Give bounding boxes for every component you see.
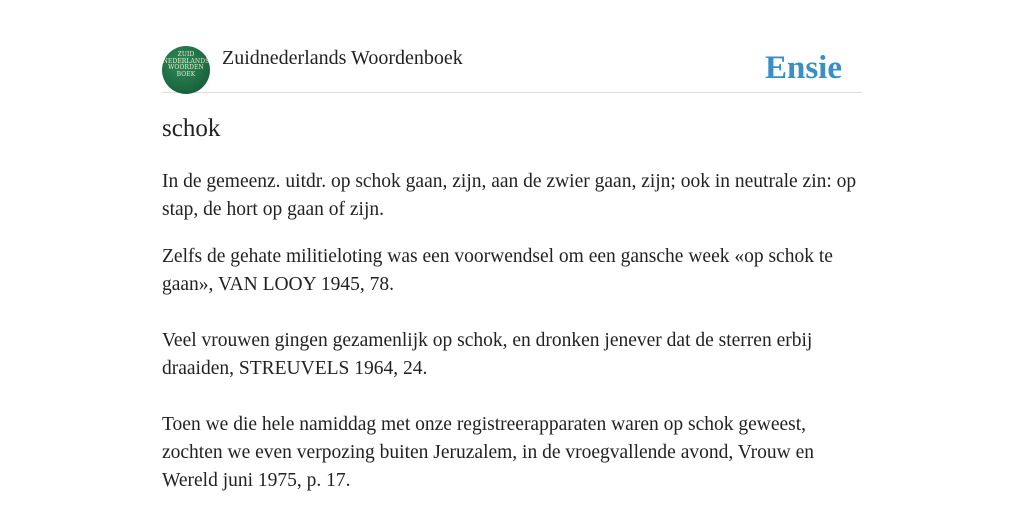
entry-content	[162, 168, 862, 523]
dictionary-logo[interactable]	[162, 46, 210, 94]
entry-quote-1: Zelfs de gehate militieloting was een voorwendsel om een gansche week «op schok te gaan», VAN LOOY 1945, 78.	[162, 246, 833, 295]
site-name-link[interactable]: Zuidnederlands Woordenboek	[222, 47, 463, 69]
ensie-brand-link[interactable]: Ensie	[764, 50, 842, 86]
logo-text: ZUID NEDERLANDS WOORDEN BOEK	[162, 51, 210, 78]
site-header	[162, 44, 862, 93]
entry-quote-2: Veel vrouwen gingen gezamenlijk op schok, en dronken jenever dat de sterren erbij draaiden, STREUVELS 1964, 24.	[162, 330, 813, 379]
entry-definition: In de gemeenz. uitdr. op schok gaan, zijn, aan de zwier gaan, zijn; ook in neutrale zin: op stap, de hort op gaan of zijn.	[162, 171, 857, 220]
entry-quote-3: Toen we die hele namiddag met onze registreerapparaten waren op schok geweest, zochten we even verpozing buiten Jeruzalem, in de vroegvallende avond, Vrouw en Wereld juni 1975, p. 17.	[162, 414, 815, 491]
entry-title: schok	[162, 115, 221, 142]
page	[162, 0, 862, 512]
